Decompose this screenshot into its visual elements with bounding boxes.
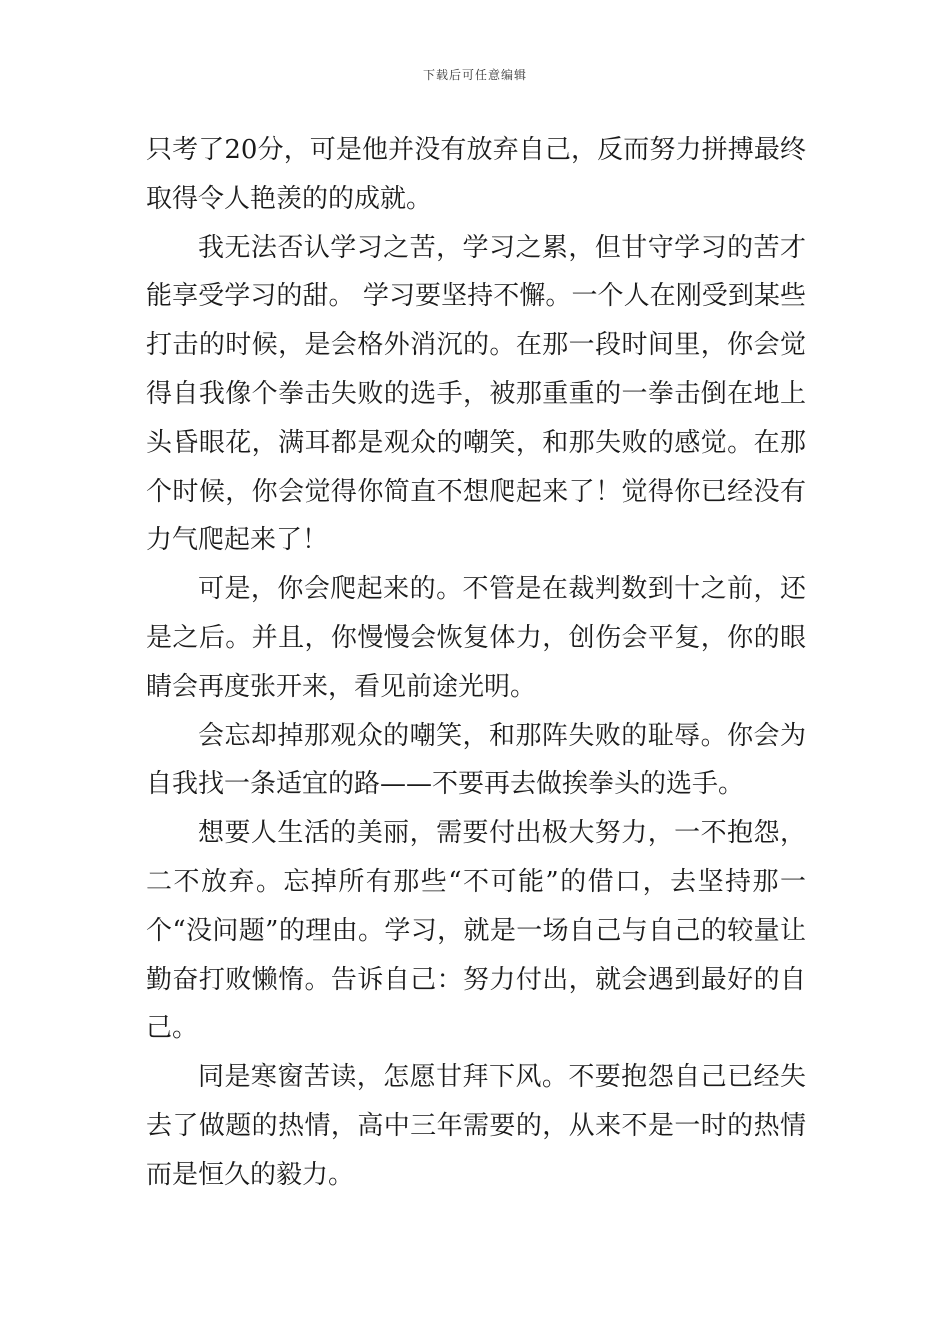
page-header: 下载后可任意编辑 — [422, 68, 527, 82]
paragraph: 想要人生活的美丽，需要付出极大努力，一不抱怨，二不放弃。忘掉所有那些“不可能”的借口，去坚持那一个“没问题”的理由。学习，就是一场自己与自己的较量让勤奋打败懒惰。告诉自己：努力付出，就会遇到最好的自己。 — [146, 818, 806, 1044]
paragraph-continued: 只考了20分，可是他并没有放弃自己，反而努力拼搏最终取得令人艳羡的的成就。 — [146, 135, 806, 214]
paragraph: 同是寒窗苦读，怎愿甘拜下风。不要抱怨自己已经失去了做题的热情，高中三年需要的，从来不是一时的热情而是恒久的毅力。 — [146, 1062, 806, 1190]
paragraph: 会忘却掉那观众的嘲笑，和那阵失败的耻辱。你会为自我找一条适宜的路——不要再去做挨拳头的选手。 — [146, 720, 806, 800]
document-body — [146, 126, 806, 1200]
paragraph: 可是，你会爬起来的。不管是在裁判数到十之前，还是之后。并且，你慢慢会恢复体力，创伤会平复，你的眼睛会再度张开来，看见前途光明。 — [146, 574, 806, 702]
paragraph: 我无法否认学习之苦，学习之累，但甘守学习的苦才能享受学习的甜。 学习要坚持不懈。一个人在刚受到某些打击的时候，是会格外消沉的。在那一段时间里，你会觉得自我像个拳击失败的选手，被那重重的一拳击倒在地上头昏眼花，满耳都是观众的嘲笑，和那失败的感觉。在那个时候，你会觉得你简直不想爬起来了！觉得你已经没有力气爬起来了！ — [146, 232, 806, 556]
